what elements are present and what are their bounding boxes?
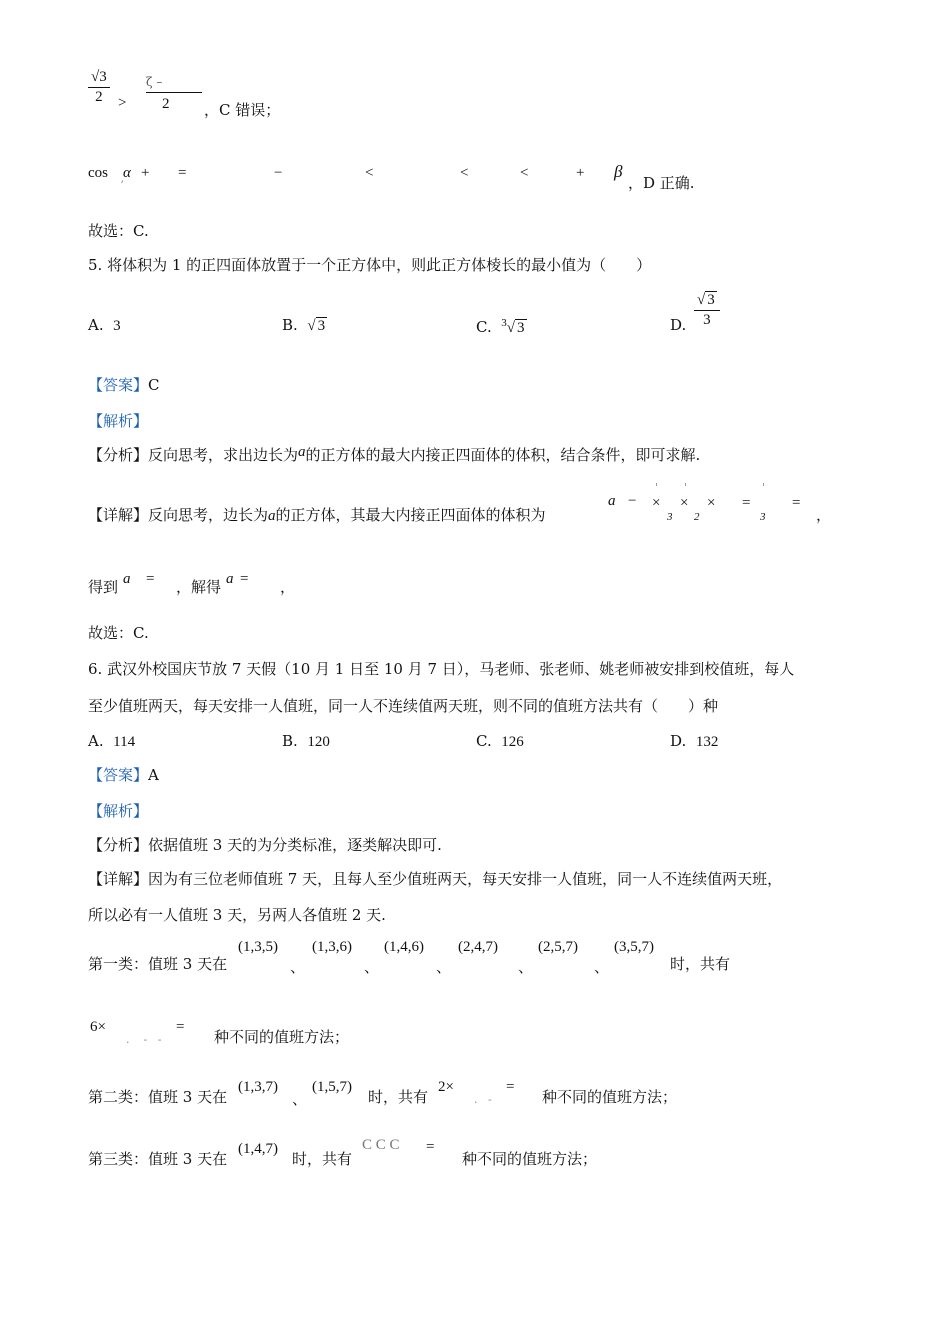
q5-option-b — [282, 318, 327, 334]
q6-stem-line2: 至少值班两天，每天安排一人值班，同一人不连续值两天班，则不同的值班方法共有（ ）种 — [88, 697, 719, 715]
cat1-formula: 6× — [90, 1019, 106, 1035]
cat1-tuple-4: (2,4,7) — [458, 939, 498, 955]
cat1-tuple-5: (2,5,7) — [538, 939, 578, 955]
q5-detail — [88, 508, 546, 524]
q5-jiexi-tag: 【解析】 — [88, 412, 149, 430]
q6-option-d-value: 132 — [695, 734, 719, 750]
q6-option-a-label: A. — [88, 732, 104, 750]
q6-option-c-label: C. — [476, 732, 492, 750]
formula-times-2: × — [680, 495, 689, 511]
rhs-fraction — [146, 76, 202, 112]
q6-option-c-value: 126 — [501, 734, 524, 750]
q6-answer-value: A — [148, 766, 159, 784]
fraction-sqrt3-over-2 — [88, 70, 110, 105]
q6-detail-text-1: 因为有三位老师值班 7 天，且每人至少值班两天，每天安排一人值班，同一人不连续值两天班， — [148, 870, 783, 888]
q5-dedao: 得到 — [88, 578, 119, 596]
formula-eq-1: = — [742, 495, 751, 511]
q6-option-a-value: 114 — [113, 734, 136, 750]
q5-detail-text-a: 反向思考，边长为 — [148, 506, 269, 524]
q5-dedao-eq: = — [146, 571, 155, 587]
formula-den-2: 2 — [694, 511, 700, 523]
cat3-formula: C C C — [362, 1137, 400, 1153]
q5-analysis-text-a: 反向思考，求出边长为 — [148, 446, 299, 464]
q5-option-c-cuberoot: $^3$√ 3 — [501, 317, 525, 336]
formula-times-1: × — [652, 495, 661, 511]
cat1-tuple-1: (1,3,5) — [238, 939, 278, 955]
q5-option-c-label: C. — [476, 318, 492, 336]
formula-minus: − — [628, 493, 637, 509]
cat1-sep-1: 、 — [290, 958, 306, 976]
cos-subscript: ʼ — [120, 179, 124, 192]
cat3-tuple-1: (1,4,7) — [238, 1141, 278, 1157]
alpha-symbol: α — [123, 165, 131, 181]
cos-label: cos — [88, 165, 108, 181]
q5-jiede-a: a — [226, 571, 234, 587]
cat1-sep-2: 、 — [364, 958, 380, 976]
q6-option-b-label: B. — [282, 732, 298, 750]
q5-detail-tag: 【详解】 — [88, 506, 149, 524]
cat2-sep: 、 — [292, 1090, 308, 1108]
q5-option-a — [88, 318, 121, 334]
q5-answer-value: C — [148, 376, 160, 394]
q5-jiede: ，解得 — [176, 578, 222, 596]
formula-tick-1: ' — [655, 481, 659, 494]
q6-option-b — [282, 734, 330, 750]
q5-option-c — [476, 318, 527, 336]
q5-option-a-label: A. — [88, 316, 104, 334]
plus-sign-2: + — [576, 165, 585, 181]
rhs-fraction-numerator: ζ – — [146, 76, 202, 93]
less-than-2: < — [460, 165, 469, 181]
equals-sign: = — [178, 165, 187, 181]
line1-text: ，C 错误； — [204, 101, 281, 119]
q6-analysis-tag: 【分析】 — [88, 836, 149, 854]
cat2-formula: 2× — [438, 1079, 454, 1095]
cat2-text-b: 时，共有 — [368, 1088, 429, 1106]
q5-jiede-eq: = — [240, 571, 249, 587]
minus-sign: − — [274, 165, 283, 181]
q5-answer — [88, 378, 160, 393]
q5-analysis-var: a — [298, 444, 306, 460]
q6-option-b-value: 120 — [307, 734, 330, 750]
cat1-tuple-2: (1,3,6) — [312, 939, 352, 955]
cat1-text-c: 种不同的值班方法； — [214, 1028, 350, 1046]
q5-stem: 5. 将体积为 1 的正四面体放置于一个正方体中，则此正方体棱长的最小值为（ ） — [88, 256, 652, 274]
q5-detail-text-b: 的正方体，其最大内接正四面体的体积为 — [275, 506, 546, 524]
q5-dedao-a: a — [123, 571, 131, 587]
q5-option-b-sqrt: √ 3 — [307, 318, 326, 334]
less-than-1: < — [365, 165, 374, 181]
q5-analysis-tag: 【分析】 — [88, 446, 149, 464]
cat3-text-c: 种不同的值班方法； — [462, 1150, 598, 1168]
formula-tick-3: ' — [762, 481, 766, 494]
q6-answer — [88, 768, 159, 783]
q6-detail-line2: 所以必有一人值班 3 天，另两人各值班 2 天. — [88, 906, 386, 924]
q5-option-d-numerator: 3 — [707, 292, 715, 308]
cat3-text-b: 时，共有 — [292, 1150, 353, 1168]
q5-answer-tag: 【答案】 — [88, 376, 149, 394]
formula-comma: ， — [816, 506, 832, 524]
q5-option-d-label: D. — [670, 316, 687, 334]
cat1-tuple-3: (1,4,6) — [384, 939, 424, 955]
q5-option-a-value: 3 — [113, 318, 121, 334]
cat1-text-b: 时，共有 — [670, 955, 731, 973]
formula-a: a — [608, 493, 616, 509]
cat2-text-a: 第二类：值班 3 天在 — [88, 1088, 228, 1106]
cat1-sep-4: 、 — [518, 958, 534, 976]
cat1-sep-5: 、 — [594, 958, 610, 976]
q5-jiede-comma: ， — [280, 578, 296, 596]
q5-option-d-fraction: $\frac{√ 3}{3}$ — [694, 293, 720, 328]
cat1-tuple-6: (3,5,7) — [614, 939, 654, 955]
q6-jiexi-tag: 【解析】 — [88, 802, 149, 820]
q5-analysis-text-b: 的正方体的最大内接正四面体的体积，结合条件，即可求解. — [305, 446, 701, 464]
q6-option-c — [476, 734, 524, 750]
line2-text: ，D 正确. — [628, 174, 695, 192]
choose-c-1: 故选：C. — [88, 222, 149, 240]
plus-sign: + — [141, 165, 150, 181]
q6-answer-tag: 【答案】 — [88, 766, 149, 784]
cat3-eq: = — [426, 1139, 435, 1155]
formula-tick-2: ' — [684, 481, 688, 494]
sqrt3-text: √3 — [91, 69, 107, 85]
q6-option-d-label: D. — [670, 732, 687, 750]
q6-option-d — [670, 734, 718, 750]
q5-option-b-label: B. — [282, 316, 298, 334]
greater-than: > — [118, 95, 127, 111]
cat3-text-a: 第三类：值班 3 天在 — [88, 1150, 228, 1168]
cat2-tuple-2: (1,5,7) — [312, 1079, 352, 1095]
q5-option-c-index: 3 — [501, 317, 507, 329]
formula-den-3a: 3 — [667, 511, 673, 523]
cat1-sep-3: 、 — [436, 958, 452, 976]
q6-analysis — [88, 838, 442, 853]
q6-analysis-text: 依据值班 3 天的为分类标准，逐类解决即可. — [148, 836, 442, 854]
q5-option-c-radicand: 3 — [517, 320, 525, 336]
cat1-formula-marks: . - - — [126, 1033, 162, 1046]
cat1-eq: = — [176, 1019, 185, 1035]
q5-option-b-radicand: 3 — [317, 318, 326, 334]
q6-option-a — [88, 734, 135, 750]
cat2-tuple-1: (1,3,7) — [238, 1079, 278, 1095]
cat1-text-a: 第一类：值班 3 天在 — [88, 955, 228, 973]
cat2-eq: = — [506, 1079, 515, 1095]
cat2-text-c: 种不同的值班方法； — [542, 1088, 678, 1106]
formula-times-3: × — [707, 495, 716, 511]
formula-eq-2: = — [792, 495, 801, 511]
beta-symbol: β — [614, 162, 623, 181]
formula-den-3b: 3 — [760, 511, 766, 523]
q6-detail-line1 — [88, 872, 782, 887]
denominator-2: 2 — [95, 89, 103, 105]
cat2-formula-marks: . - — [474, 1093, 492, 1106]
q6-stem-line1: 6. 武汉外校国庆节放 7 天假（10 月 1 日至 10 月 7 日），马老师、张老师、姚老师被安排到校值班，每人 — [88, 660, 795, 678]
q5-choose: 故选：C. — [88, 624, 149, 642]
rhs-fraction-denominator: 2 — [162, 96, 170, 112]
q5-option-d-denominator: 3 — [703, 312, 711, 328]
q6-detail-tag: 【详解】 — [88, 870, 149, 888]
q5-analysis — [88, 444, 701, 464]
q5-detail-var: a — [268, 508, 276, 524]
less-than-3: < — [520, 165, 529, 181]
